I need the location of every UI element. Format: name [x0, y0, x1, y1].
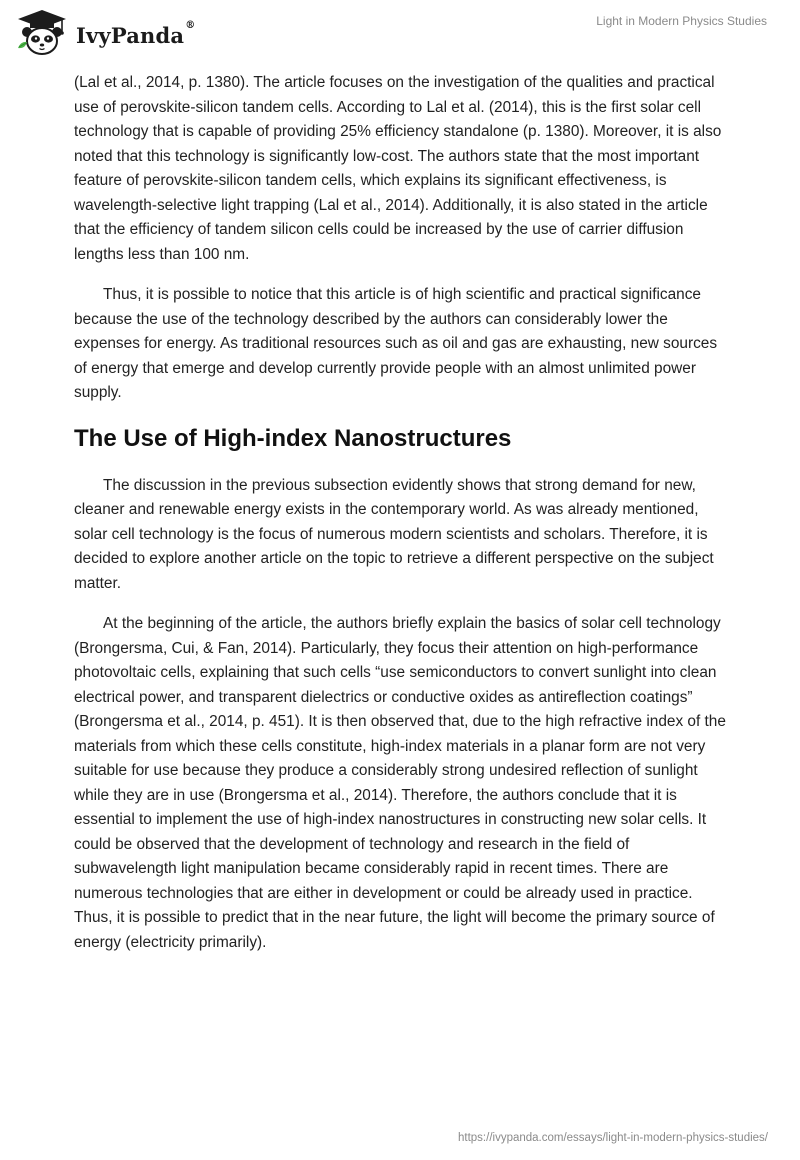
paragraph: Thus, it is possible to notice that this article is of high scientific and practical significance because the use of the technology described by the authors can considerably lower the expenses for energy. As traditional resources such as oil and gas are exhausting, new sources of energy that emerge and develop currently provide people with an almost unlimited power supply. [74, 286, 718, 401]
essay-content [74, 71, 734, 971]
document-title: Light in Modern Physics Studies [596, 14, 767, 28]
paragraph: (Lal et al., 2014, p. 1380). The article focuses on the investigation of the qualities and practical use of perovskite-silicon tandem cells. According to Lal et al. (2014), this is the first solar cell technology that is capable of providing 25% efficiency standalone (p. 1380). Moreover, it is also noted that this technology is significantly low-cost. The authors state that the most important feature of perovskite-silicon tandem cells, which explains its significant effectiveness, is wavelength-selective light trapping (Lal et al., 2014). Additionally, it is also stated in the article that the efficiency of tandem silicon cells could be increased by the use of carrier diffusion lengths less than 100 nm. [74, 74, 722, 263]
section-heading: The Use of High-index Nanostructures [74, 424, 512, 452]
panda-graduate-icon [14, 8, 70, 58]
paragraph: At the beginning of the article, the authors briefly explain the basics of solar cell technology (Brongersma, Cui, & Fan, 2014). Particularly, they focus their attention on high-performance photovoltaic cells, explaining that such cells “use semiconductors to convert sunlight into clean electrical power, and transparent dielectrics or conductive oxides as antireflection coatings” (Brongersma et al., 2014, p. 451). It is then observed that, due to the high refractive index of the materials from which these cells constitute, high-index materials in a planar form are not very suitable for use because they produce a considerably strong undesired reflection of sunlight while they are in use (Brongersma et al., 2014). Therefore, the authors conclude that it is essential to implement the use of high-index nanostructures in constructing new solar cells. It could be observed that the development of technology and research in the field of subwavelength light manipulation became considerably rapid in recent times. There are numerous technologies that are either in development or could be already used in practice. Thus, it is possible to predict that in the near future, the light will become the primary source of energy (electricity primarily). [74, 615, 726, 951]
paragraph: The discussion in the previous subsection evidently shows that strong demand for new, cleaner and renewable energy exists in the contemporary world. As was already mentioned, solar cell technology is the focus of numerous modern scientists and scholars. Therefore, it is decided to explore another article on the topic to retrieve a different perspective on the subject matter. [74, 476, 714, 592]
page-header [0, 0, 800, 70]
brand-logo[interactable] [14, 8, 195, 58]
source-url[interactable]: https://ivypanda.com/essays/light-in-modern-physics-studies/ [458, 1132, 768, 1144]
brand-name: IvyPanda® [76, 19, 196, 48]
registered-mark: ® [185, 19, 196, 31]
